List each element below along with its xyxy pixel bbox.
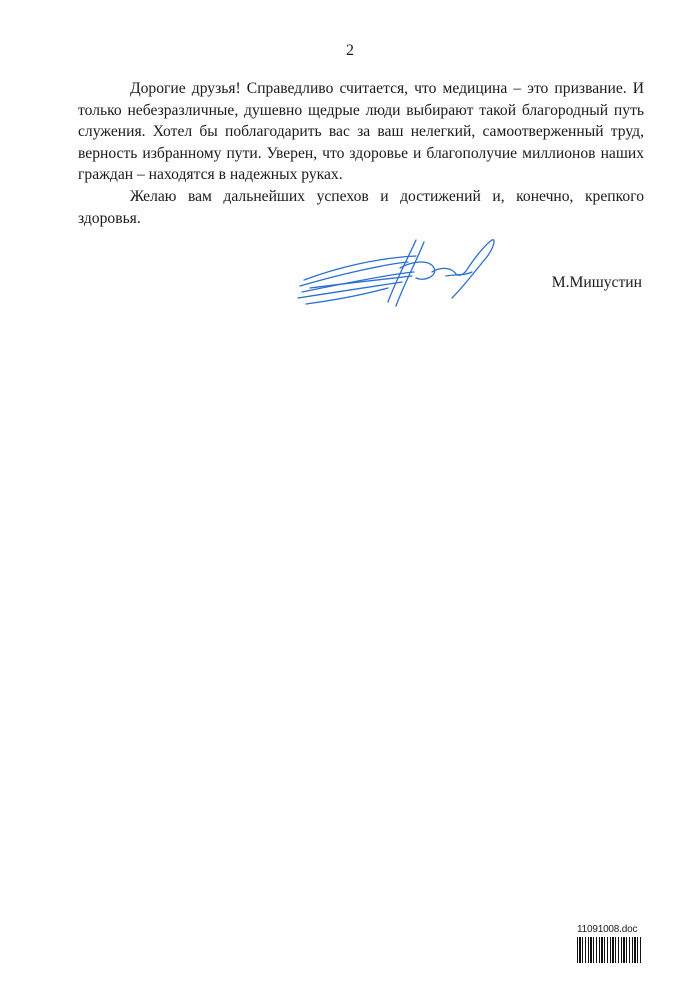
letter-body xyxy=(78,78,644,229)
document-id: 11091008.doc xyxy=(577,924,638,935)
paragraph-wishes: Желаю вам дальнейших успехов и достижений и, конечно, крепкого здоровья. xyxy=(78,187,644,227)
handwritten-signature xyxy=(296,228,502,312)
page-number: 2 xyxy=(346,42,354,59)
signer-name: М.Мишустин xyxy=(551,274,642,291)
barcode xyxy=(577,937,643,963)
paragraph-gratitude: Дорогие друзья! Справедливо считается, что медицина – это призвание. И только небезразличные, душевно щедрые люди выбирают такой благородный путь служения. Хотел бы поблагодарить вас за ваш нелегкий, самоотверженный труд, верность избранному пути. Уверен, что здоровье и благополучие миллионов наших граждан – находятся в надежных руках. xyxy=(78,80,644,184)
